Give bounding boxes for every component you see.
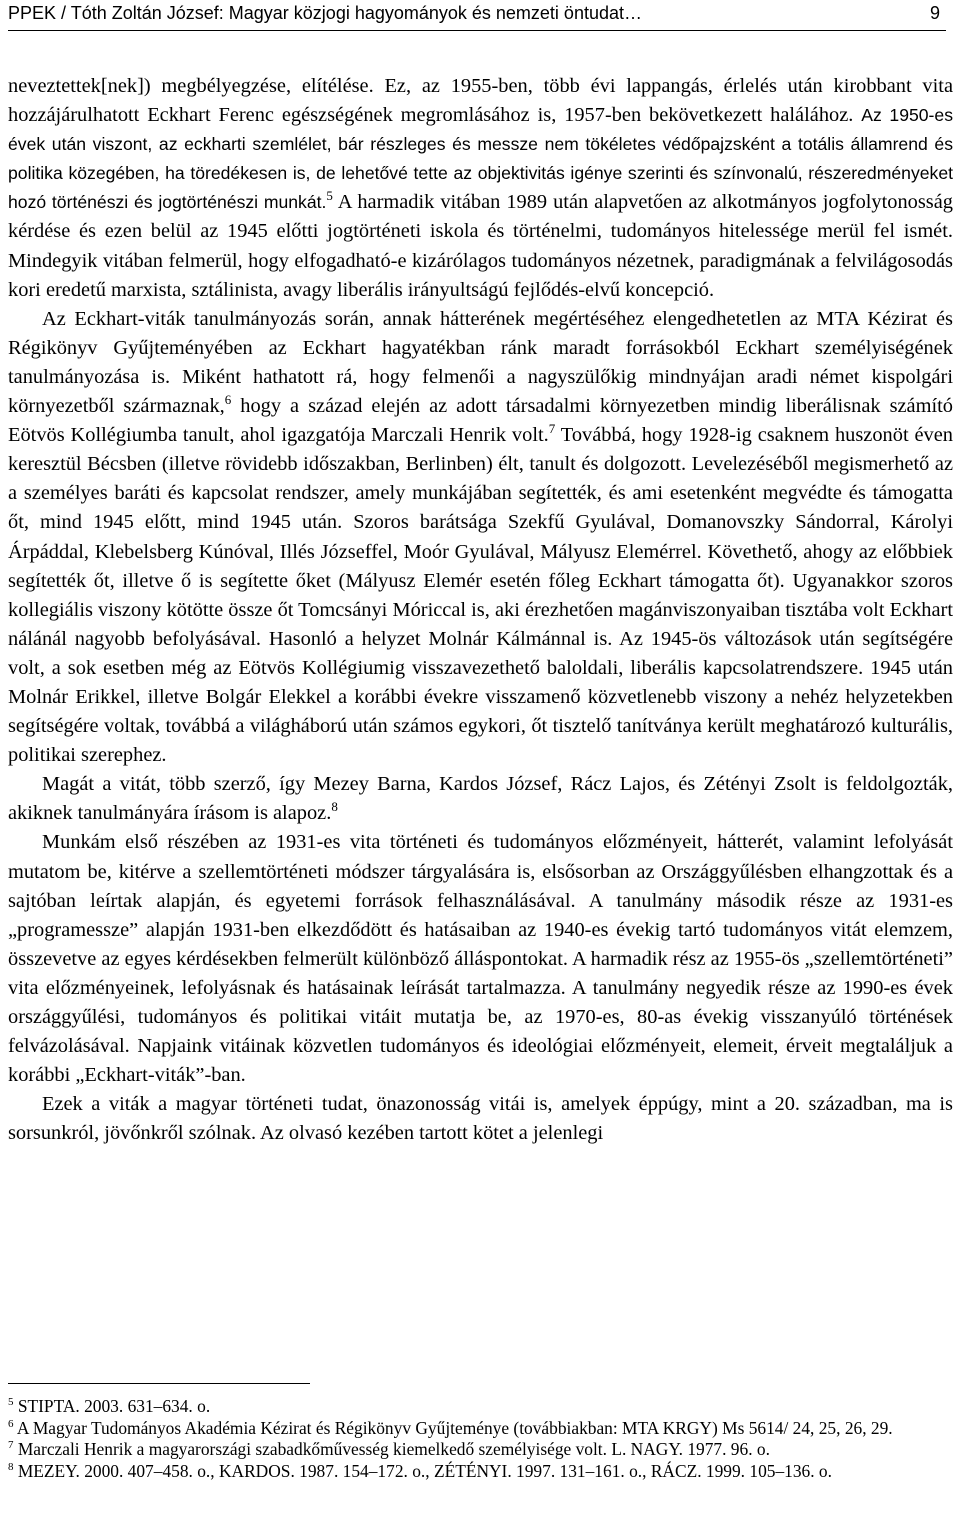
paragraph-text: A harmadik vitában 1989 után alapvetően az alkotmányos jogfolytonosság kérdése és ezen belül az 1945 előtti jogtörténeti iskola és történelmi, tudományos hitelessége merül fel ismét. Mindegyik vitában felmerül, hogy elfogadható-e kizárólagos tudományos nézetnek, paradigmának a felvilágosodás kori eredetű marxista, sztálinista, avagy liberális irányultságú fejlődés-elvű koncepció.: [8, 191, 953, 301]
paragraph: [8, 72, 953, 305]
footnote: [8, 1396, 953, 1418]
paragraph: [8, 1090, 953, 1148]
paragraph: [8, 770, 953, 828]
paragraph-text: Ezek a viták a magyar történeti tudat, önazonosság vitái is, amelyek éppúgy, mint a 20. században, ma is sorsunkról, jövőnkről szólnak. Az olvasó kezében tartott kötet a jelenlegi: [8, 1093, 953, 1145]
paragraph: [8, 305, 953, 771]
paragraph-text-sans: Az 1950-es évek után viszont, az eckharti szemlélet, bár részleges és messze nem tökéletes védőpajzsként a totális államrend és politika közegében, ha töredékesen is, de lehetővé tette az objektivitás igénye szerinti és színvonalú, részeredményeket hozó történészi és jogtörténészi munkát.: [8, 105, 953, 213]
footnote-number: 5: [8, 1396, 14, 1408]
body-text: [8, 72, 953, 1148]
footnote-ref[interactable]: 6: [224, 392, 232, 408]
running-header: [8, 0, 946, 31]
footnote-number: 7: [8, 1439, 14, 1451]
footnote: [8, 1439, 953, 1461]
footnote-number: 8: [8, 1460, 14, 1473]
paragraph-text: neveztettek[nek]) megbélyegzése, elítélése. Ez, az 1955-ben, több évi lappangás, érlelés után kirobbant vita hozzájárulhatott Eckhart Ferenc egészségének megromlásához is, 1957-ben bekövetkezett halálához.: [8, 75, 953, 127]
paragraph-text: Magát a vitát, több szerző, így Mezey Barna, Kardos József, Rácz Lajos, és Zétényi Zsolt is feldolgozták, akiknek tanulmányára írásom is alapoz.: [8, 773, 953, 825]
footnote: [8, 1418, 953, 1440]
footnote-text: STIPTA. 2003. 631–634. o.: [13, 1396, 211, 1416]
footnote-ref[interactable]: 8: [331, 799, 338, 815]
paragraph: [8, 828, 953, 1090]
paragraph-text: Az Eckhart-viták tanulmányozás során, annak hátterének megértéséhez elengedhetetlen az MTA Kézirat és Régikönyv Gyűjteményében az Eckhart hagyatékban ránk maradt forrásokból Eckhart személyiségének tanulmányozása is. Miként hathatott rá, hogy felmenői a nagyszülőkig mindnyájan aradi német kispolgári környezetből származnak,: [8, 307, 953, 418]
footnote-text: MEZEY. 2000. 407–458. o., KARDOS. 1987. 154–172. o., ZÉTÉNYI. 1997. 131–161. o., RÁCZ. 1999. 105–136. o.: [13, 1460, 832, 1481]
footnotes: [8, 1396, 953, 1482]
footnote: [8, 1461, 953, 1483]
footnote-text: A Magyar Tudományos Akadémia Kézirat és Régikönyv Gyűjteménye (továbbiakban: MTA KRGY) Ms 5614/ 24, 25, 26, 29.: [13, 1417, 893, 1438]
page-number: 9: [929, 3, 940, 23]
paragraph-text: hogy a század elején az adott társadalmi környezetben mindig liberálisnak számító Eötvös Kollégiumba tanult, ahol igazgatója Marczali Henrik volt.: [8, 395, 953, 447]
footnote-separator: [8, 1383, 310, 1384]
paragraph-text: Továbbá, hogy 1928-ig csaknem huszonöt éven keresztül Bécsben (illetve rövidebb időszakban, Berlinben) élt, tanult és dolgozott. Levelezéséből megismerhető az a személyes baráti és kapcsolat rendszer, amely munkájában segítették, és ami esetenként megvédte és támogatta őt, mind 1945 előtt, mind 1945 után. Szoros barátsága Szekfű Gyulával, Domanovszky Sándorral, Károlyi Árpáddal, Klebelsberg Kúnóval, Illés Józseffel, Moór Gyulával, Mályusz Elemérrel. Követhető, ahogy az előbbiek segítették őt, illetve ő is segítette őket (Mályusz Elemér esetén főleg Eckhart támogatta őt). Ugyanakkor szoros kollegiális viszony kötötte össze őt Tomcsányi Móriccal is, aki érezhetően magánviszonyaiban tisztába volt Eckhart nálánál nagyobb befolyásával. Hasonló a helyzet Molnár Kálmánnal is. Az 1945-ös változások után segítségére volt, a sok esetben még az Eötvös Kollégiumig visszavezethető baloldali, liberális kapcsolatrendszere. 1945 után Molnár Erikkel, illetve Bolgár Elekkel a korábbi évekre visszamenő közvetlenebb viszony a nehéz helyzetekben segítségére voltak, továbbá a világháború után számos egykori, őt tisztelő tanítványa került meghatározó kulturális, politikai szerephez.: [8, 424, 954, 767]
footnote-ref[interactable]: 7: [548, 421, 556, 437]
footnote-text: Marczali Henrik a magyarországi szabadkőművesség kiemelkedő személyisége volt. L. NAGY. 1977. 96. o.: [13, 1439, 770, 1459]
paragraph-text: Munkám első részében az 1931-es vita történeti és tudományos előzményeit, hátterét, valamint lefolyását mutatom be, kitérve a szellemtörténeti módszer tárgyalására is, elsősorban az Országgyűlésben elhangzottak és a sajtóban leírtak alapján, és egyetemi források felhasználásával. A tanulmány második része az 1931-es „programessze” alapján 1931-ben elkezdődött és hatásaiban az 1940-es évekig tartó tudományos vitát elemzem, összevetve az egyes kérdésekben felmerült különböző álláspontokat. A harmadik rész az 1955-ös „szellemtörténeti” vita előzményeinek, lefolyásnak és hatásainak leírását tartalmazza. A tanulmány negyedik része az 1990-es évek országgyűlési, tudományos és politikai vitáit mutatja be, az 1970-es, 80-as évekig visszanyúló történések felvázolásával. Napjaink vitáinak közvetlen tudományos és ideológiai előzményeit, elemeit, érveit megtaláljuk a korábbi „Eckhart-viták”-ban.: [8, 831, 953, 1087]
footnote-number: 6: [8, 1417, 14, 1430]
header-title: PPEK / Tóth Zoltán József: Magyar közjogi hagyományok és nemzeti öntudat…: [8, 3, 642, 23]
footnote-ref[interactable]: 5: [326, 188, 333, 204]
